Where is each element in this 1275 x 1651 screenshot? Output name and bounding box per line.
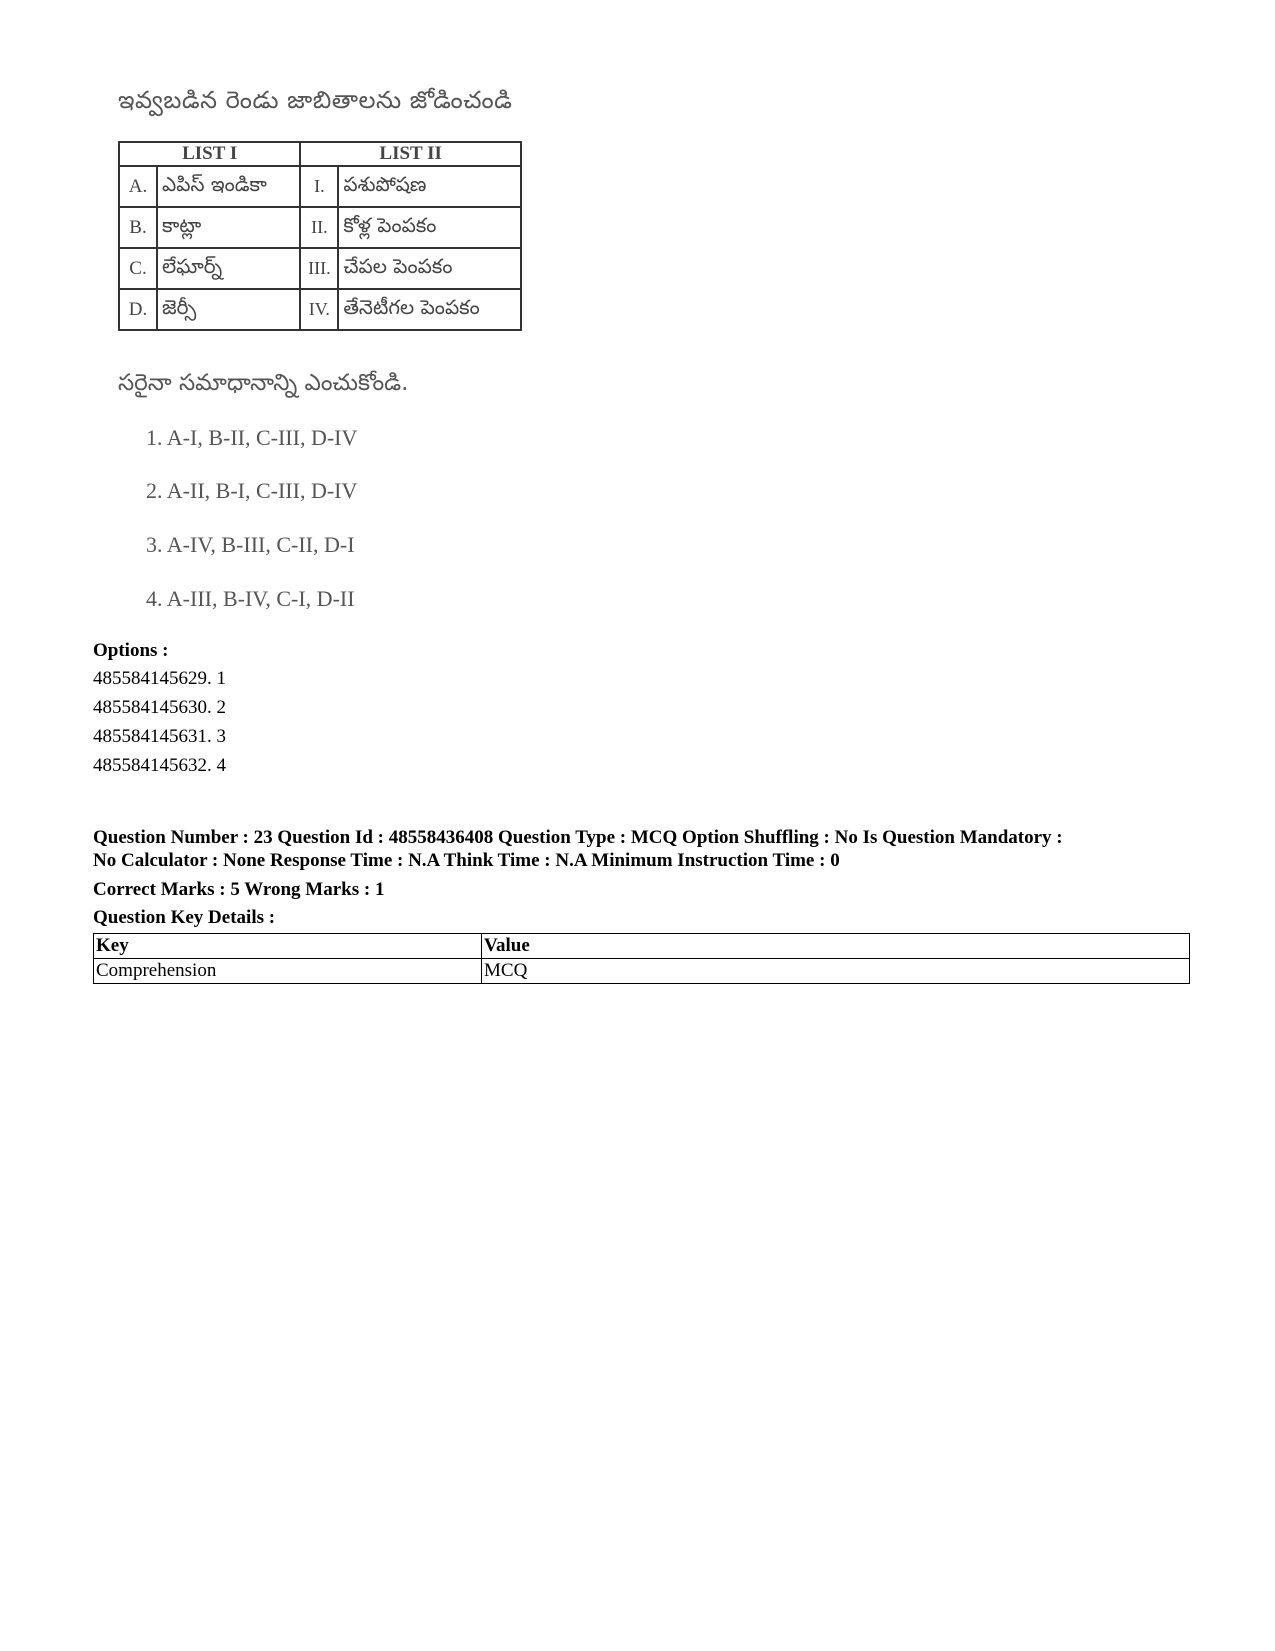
value-header: Value <box>482 934 1190 959</box>
key-details-table <box>93 933 1190 984</box>
table-row <box>119 289 521 330</box>
row-letter: C. <box>119 248 157 289</box>
row-letter: A. <box>119 166 157 207</box>
question-meta-line1: Question Number : 23 Question Id : 48558436408 Question Type : MCQ Option Shuffling : No Is Question Mandatory : <box>93 827 1063 848</box>
option-item: 485584145631. 3 <box>93 726 226 747</box>
row-letter: B. <box>119 207 157 248</box>
row-item: జెర్సీ <box>157 289 300 330</box>
option-item: 485584145630. 2 <box>93 697 226 718</box>
table-row <box>119 248 521 289</box>
row-item: ఎపిస్ ఇండికా <box>157 166 300 207</box>
table-row <box>94 959 1190 984</box>
row-match: తేనెటీగల పెంపకం <box>338 289 521 330</box>
question-instruction: సరైనా సమాధానాన్ని ఎంచుకోండి. <box>118 370 409 396</box>
key-header: Key <box>94 934 482 959</box>
key-details-heading: Question Key Details : <box>93 907 276 928</box>
options-heading: Options : <box>93 640 169 661</box>
row-match: చేపల పెంపకం <box>338 248 521 289</box>
question-prompt: ఇవ్వబడిన రెండు జాబితాలను జోడించండి <box>118 86 513 114</box>
row-roman: IV. <box>300 289 338 330</box>
row-roman: III. <box>300 248 338 289</box>
choice-item: 1. A-I, B-II, C-III, D-IV <box>146 425 358 450</box>
row-match: కోళ్ల పెంపకం <box>338 207 521 248</box>
option-item: 485584145632. 4 <box>93 755 226 776</box>
row-item: లేఘార్న్ <box>157 248 300 289</box>
choice-item: 4. A-III, B-IV, C-I, D-II <box>146 586 355 611</box>
row-item: కాట్లా <box>157 207 300 248</box>
row-match: పశుపోషణ <box>338 166 521 207</box>
value-cell: MCQ <box>482 959 1190 984</box>
marks-line: Correct Marks : 5 Wrong Marks : 1 <box>93 879 385 900</box>
table-row <box>119 166 521 207</box>
choice-item: 2. A-II, B-I, C-III, D-IV <box>146 478 358 503</box>
question-image <box>110 78 580 623</box>
key-table-header <box>94 934 1190 959</box>
list-two-header: LIST II <box>300 142 521 166</box>
row-roman: I. <box>300 166 338 207</box>
choice-item: 3. A-IV, B-III, C-II, D-I <box>146 532 355 557</box>
table-row <box>119 207 521 248</box>
row-roman: II. <box>300 207 338 248</box>
option-item: 485584145629. 1 <box>93 668 226 689</box>
row-letter: D. <box>119 289 157 330</box>
match-table <box>118 141 522 331</box>
match-table-header <box>119 142 521 166</box>
list-one-header: LIST I <box>119 142 300 166</box>
question-meta-line2: No Calculator : None Response Time : N.A Think Time : N.A Minimum Instruction Time : 0 <box>93 850 840 871</box>
key-cell: Comprehension <box>94 959 482 984</box>
